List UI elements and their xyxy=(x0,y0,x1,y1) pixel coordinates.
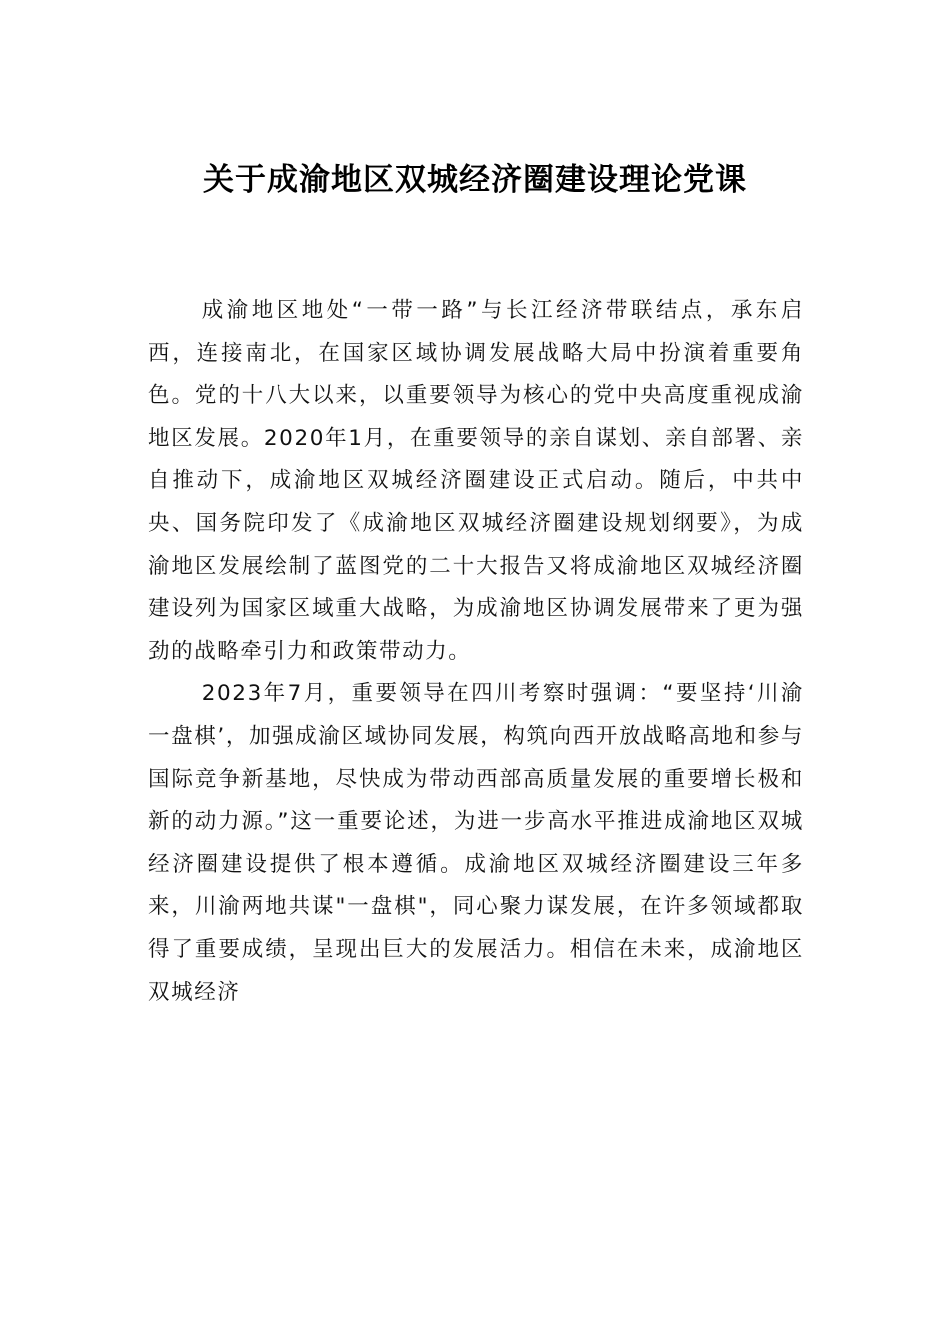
paragraph-2: 2023年7月，重要领导在四川考察时强调：“要坚持‘川渝一盘棋’，加强成渝区域协同发展，构筑向西开放战略高地和参与国际竞争新基地，尽快成为带动西部高质量发展的重要增长极和新的动力源。”这一重要论述，为进一步高水平推进成渝地区双城经济圈建设提供了根本遵循。成渝地区双城经济圈建设三年多来，川渝两地共谋"一盘棋"，同心聚力谋发展，在许多领域都取得了重要成绩，呈现出巨大的发展活力。相信在未来，成渝地区双城经济 xyxy=(148,681,804,1005)
paragraph-1: 成渝地区地处“一带一路”与长江经济带联结点，承东启西，连接南北，在国家区域协调发展战略大局中扮演着重要角色。党的十八大以来，以重要领导为核心的党中央高度重视成渝地区发展。2020年1月，在重要领导的亲自谋划、亲自部署、亲自推动下，成渝地区双城经济圈建设正式启动。随后，中共中央、国务院印发了《成渝地区双城经济圈建设规划纲要》，为成渝地区发展绘制了蓝图党的二十大报告又将成渝地区双城经济圈建设列为国家区域重大战略，为成渝地区协调发展带来了更为强劲的战略牵引力和政策带动力。 xyxy=(148,298,804,664)
document-body xyxy=(148,290,804,1014)
document-title: 关于成渝地区双城经济圈建设理论党课 xyxy=(203,162,747,198)
